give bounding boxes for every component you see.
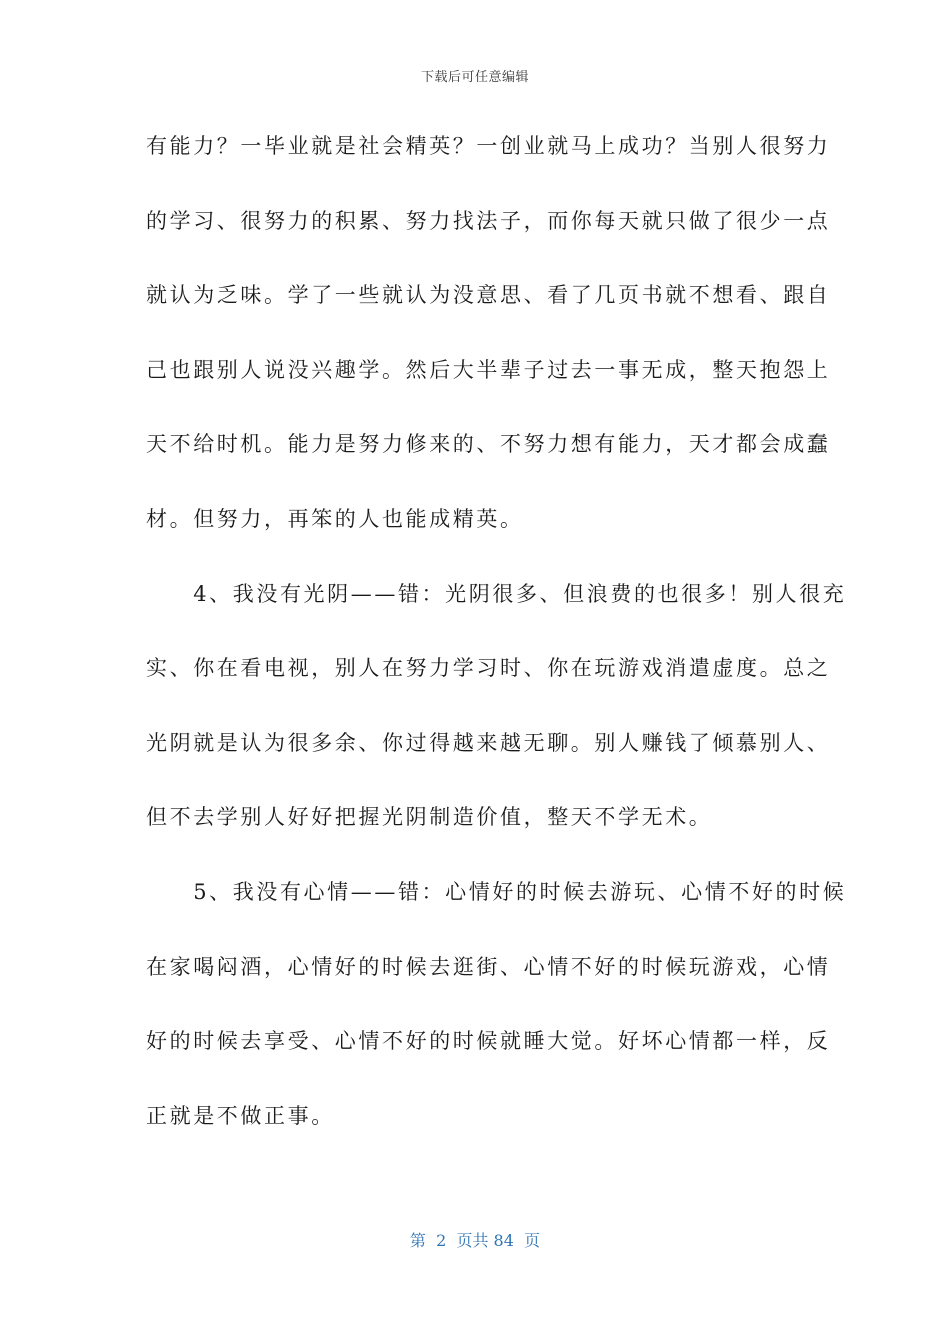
text-line: 的学习、很努力的积累、努力找法子，而你每天就只做了很少一点 <box>146 208 831 233</box>
header-note: 下载后可任意编辑 <box>420 70 529 85</box>
text-line: 5、我没有心情——错：心情好的时候去游玩、心情不好的时候 <box>146 879 847 904</box>
text-line: 光阴就是认为很多余、你过得越来越无聊。别人赚钱了倾慕别人、 <box>146 730 831 755</box>
text-line: 正就是不做正事。 <box>146 1103 335 1128</box>
text-line: 4、我没有光阴——错：光阴很多、但浪费的也很多！别人很充 <box>146 581 847 606</box>
text-line: 但不去学别人好好把握光阴制造价值，整天不学无术。 <box>146 805 713 830</box>
text-line: 实、你在看电视，别人在努力学习时、你在玩游戏消遣虚度。总之 <box>146 656 831 681</box>
page-number-footer: 第 2 页共 84 页 <box>409 1231 541 1250</box>
text-line: 己也跟别人说没兴趣学。然后大半辈子过去一事无成，整天抱怨上 <box>146 357 831 382</box>
text-line: 材。但努力，再笨的人也能成精英。 <box>146 506 524 531</box>
text-line: 就认为乏味。学了一些就认为没意思、看了几页书就不想看、跟自 <box>146 283 831 308</box>
text-line: 在家喝闷酒，心情好的时候去逛街、心情不好的时候玩游戏，心情 <box>146 954 831 979</box>
document-body <box>146 128 847 1172</box>
text-line: 好的时候去享受、心情不好的时候就睡大觉。好坏心情都一样，反 <box>146 1029 831 1054</box>
text-line: 天不给时机。能力是努力修来的、不努力想有能力，天才都会成蠢 <box>146 432 831 457</box>
text-line: 有能力？一毕业就是社会精英？一创业就马上成功？当别人很努力 <box>146 134 831 158</box>
